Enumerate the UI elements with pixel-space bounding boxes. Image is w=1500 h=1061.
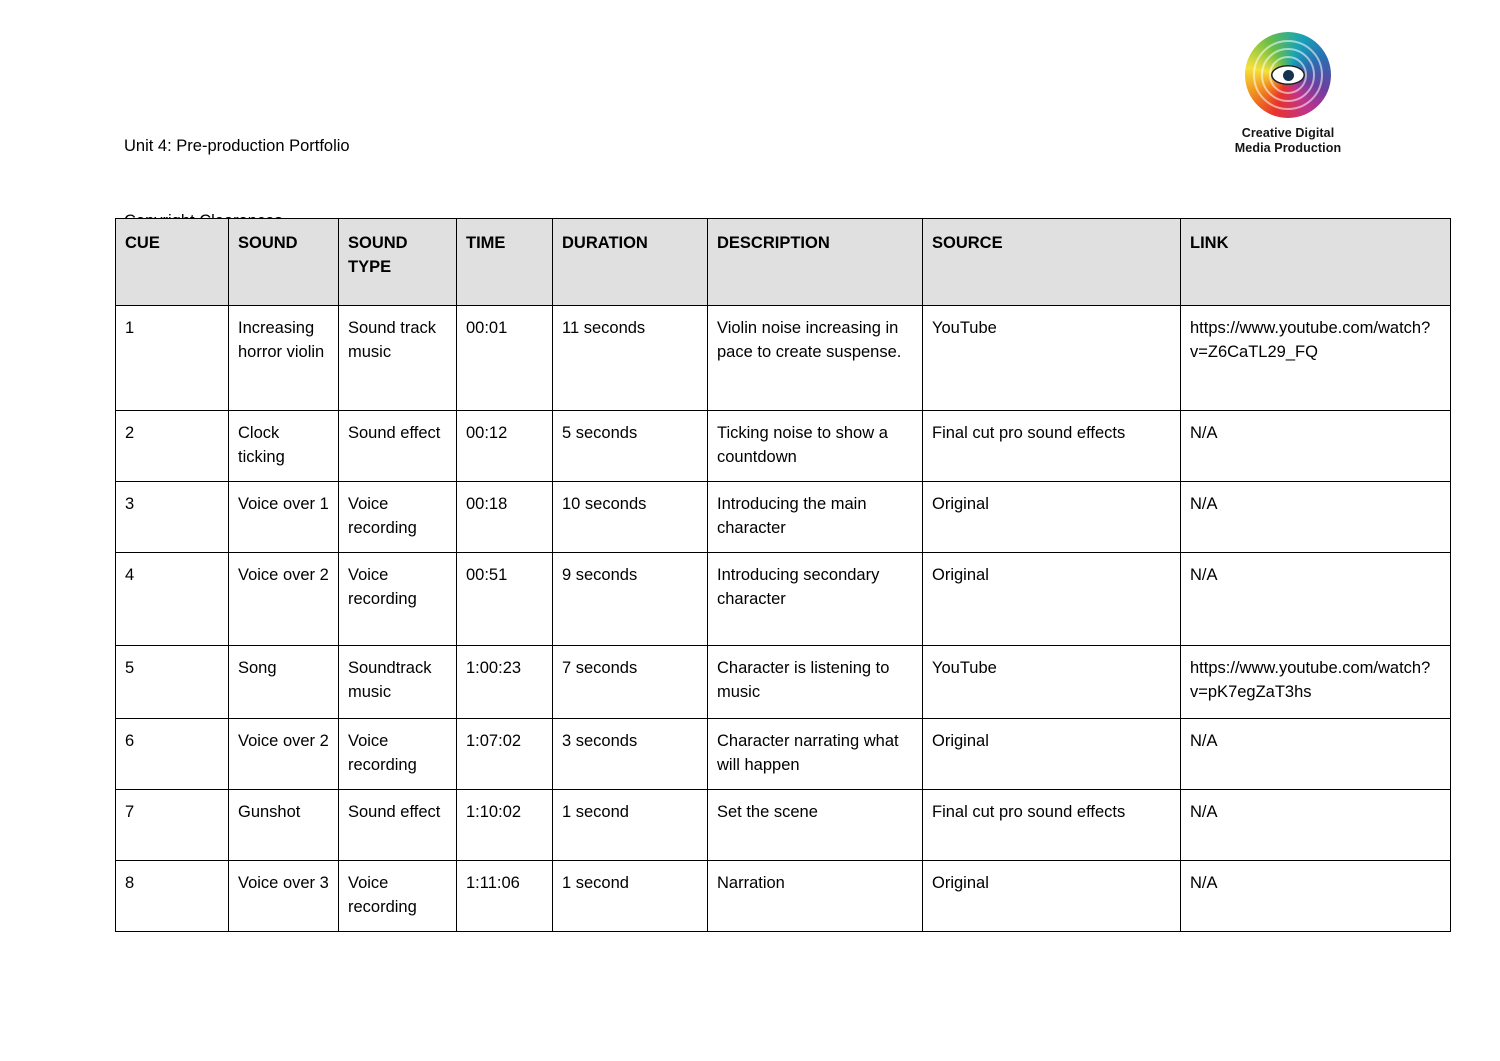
cell-duration: 3 seconds <box>553 719 708 790</box>
cell-sound: Song <box>229 646 339 719</box>
cell-cue: 5 <box>116 646 229 719</box>
cell-time: 1:07:02 <box>457 719 553 790</box>
cell-sound: Voice over 2 <box>229 553 339 646</box>
table-header-row <box>116 219 1451 306</box>
cell-sound-type: Voice recording <box>339 719 457 790</box>
cell-source: Original <box>923 719 1181 790</box>
cell-duration: 1 second <box>553 861 708 932</box>
column-header-time: TIME <box>457 219 553 306</box>
cell-link: N/A <box>1181 411 1451 482</box>
cell-source: Original <box>923 482 1181 553</box>
column-header-duration: DURATION <box>553 219 708 306</box>
cell-cue: 4 <box>116 553 229 646</box>
cell-link: N/A <box>1181 861 1451 932</box>
table-row <box>116 861 1451 932</box>
cell-sound: Gunshot <box>229 790 339 861</box>
logo-text <box>1198 126 1378 156</box>
cell-time: 00:01 <box>457 306 553 411</box>
column-header-description: DESCRIPTION <box>708 219 923 306</box>
cell-description: Set the scene <box>708 790 923 861</box>
header-line-unit: Unit 4: Pre-production Portfolio <box>124 137 350 155</box>
cell-cue: 1 <box>116 306 229 411</box>
cell-cue: 7 <box>116 790 229 861</box>
table-row <box>116 719 1451 790</box>
cell-link: N/A <box>1181 553 1451 646</box>
cell-sound-type: Sound track music <box>339 306 457 411</box>
cell-link: N/A <box>1181 790 1451 861</box>
cell-link: N/A <box>1181 482 1451 553</box>
cell-time: 1:10:02 <box>457 790 553 861</box>
cell-link: N/A <box>1181 719 1451 790</box>
cell-time: 00:51 <box>457 553 553 646</box>
cell-time: 1:11:06 <box>457 861 553 932</box>
cell-description: Character narrating what will happen <box>708 719 923 790</box>
cell-sound-type: Sound effect <box>339 790 457 861</box>
cell-source: Original <box>923 553 1181 646</box>
logo-text-line1: Creative Digital <box>1241 126 1335 140</box>
logo-text-line2: Media Production <box>1234 141 1342 155</box>
creative-digital-media-eye-icon <box>1245 32 1331 118</box>
cell-cue: 6 <box>116 719 229 790</box>
cell-sound-type: Voice recording <box>339 482 457 553</box>
column-header-sound: SOUND <box>229 219 339 306</box>
cell-cue: 3 <box>116 482 229 553</box>
cell-sound-type: Sound effect <box>339 411 457 482</box>
cell-description: Introducing the main character <box>708 482 923 553</box>
cell-duration: 10 seconds <box>553 482 708 553</box>
cell-duration: 1 second <box>553 790 708 861</box>
cell-cue: 8 <box>116 861 229 932</box>
table-row <box>116 646 1451 719</box>
cell-time: 1:00:23 <box>457 646 553 719</box>
cell-time: 00:12 <box>457 411 553 482</box>
logo <box>1198 32 1378 156</box>
cell-sound: Voice over 3 <box>229 861 339 932</box>
cell-source: Final cut pro sound effects <box>923 411 1181 482</box>
cell-source: Final cut pro sound effects <box>923 790 1181 861</box>
cell-sound: Voice over 1 <box>229 482 339 553</box>
cell-source: YouTube <box>923 306 1181 411</box>
cell-sound: Clock ticking <box>229 411 339 482</box>
cell-cue: 2 <box>116 411 229 482</box>
column-header-link: LINK <box>1181 219 1451 306</box>
cell-link[interactable]: https://www.youtube.com/watch?v=Z6CaTL29_FQ <box>1181 306 1451 411</box>
cell-sound-type: Voice recording <box>339 553 457 646</box>
table-row <box>116 790 1451 861</box>
cell-source: YouTube <box>923 646 1181 719</box>
cell-description: Introducing secondary character <box>708 553 923 646</box>
cell-source: Original <box>923 861 1181 932</box>
table-row <box>116 306 1451 411</box>
cell-description: Ticking noise to show a countdown <box>708 411 923 482</box>
cell-duration: 9 seconds <box>553 553 708 646</box>
table-row <box>116 553 1451 646</box>
cell-sound: Increasing horror violin <box>229 306 339 411</box>
cell-sound-type: Soundtrack music <box>339 646 457 719</box>
cell-duration: 5 seconds <box>553 411 708 482</box>
cell-duration: 11 seconds <box>553 306 708 411</box>
cell-description: Violin noise increasing in pace to create suspense. <box>708 306 923 411</box>
cell-description: Narration <box>708 861 923 932</box>
cell-time: 00:18 <box>457 482 553 553</box>
cell-duration: 7 seconds <box>553 646 708 719</box>
cell-sound: Voice over 2 <box>229 719 339 790</box>
cell-link[interactable]: https://www.youtube.com/watch?v=pK7egZaT3hs <box>1181 646 1451 719</box>
column-header-sound-type: SOUND TYPE <box>339 219 457 306</box>
table-row <box>116 411 1451 482</box>
column-header-source: SOURCE <box>923 219 1181 306</box>
cell-description: Character is listening to music <box>708 646 923 719</box>
cell-sound-type: Voice recording <box>339 861 457 932</box>
table-row <box>116 482 1451 553</box>
column-header-cue: CUE <box>116 219 229 306</box>
cue-sheet-table <box>115 218 1451 932</box>
